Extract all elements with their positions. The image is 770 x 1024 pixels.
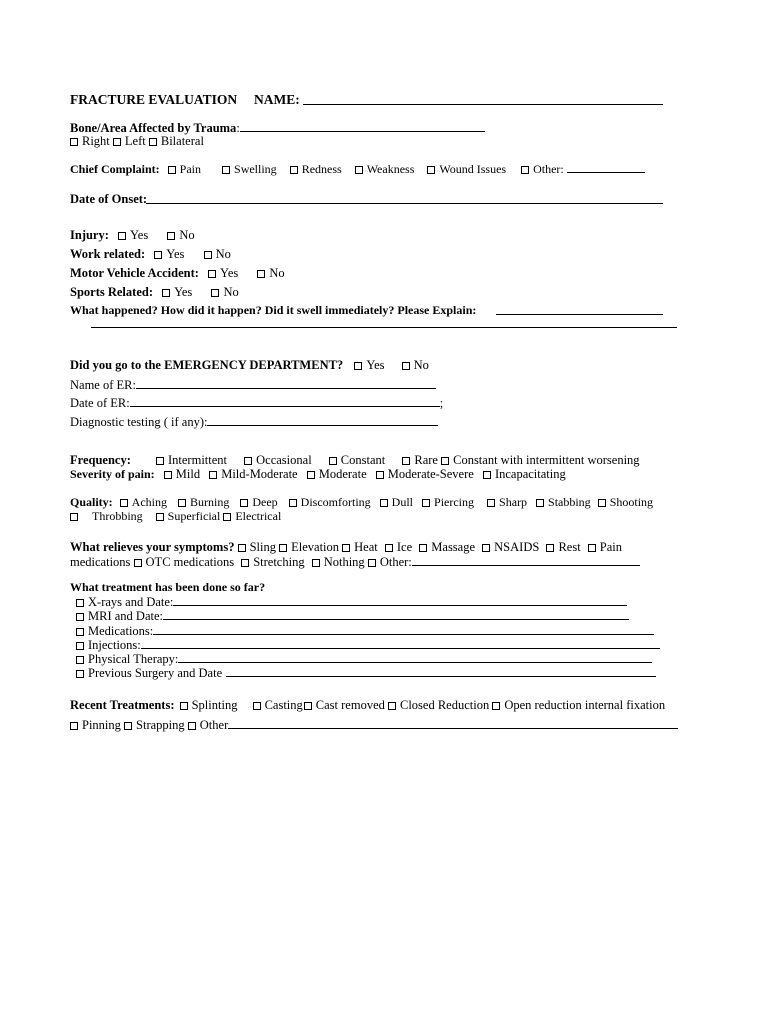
- aching-checkbox[interactable]: [120, 499, 128, 507]
- sharp-checkbox[interactable]: [487, 499, 495, 507]
- other-treatment-field[interactable]: [228, 717, 678, 729]
- er-date-row: Date of ER: ;: [70, 396, 444, 410]
- swelling-checkbox[interactable]: [222, 166, 230, 174]
- mild-checkbox[interactable]: [164, 471, 172, 479]
- rare-checkbox[interactable]: [402, 457, 410, 465]
- medications-checkbox[interactable]: [76, 628, 84, 636]
- frequency-row: Frequency: Intermittent Occasional Constant Rare Constant with intermittent worsening: [70, 453, 640, 467]
- what-happened-field[interactable]: [496, 314, 663, 315]
- injury-yes-checkbox[interactable]: [118, 232, 126, 240]
- sports-yes-checkbox[interactable]: [162, 289, 170, 297]
- mri-row: MRI and Date:: [76, 608, 629, 623]
- bone-area-field[interactable]: [240, 120, 485, 132]
- injury-row: Injury: Yes No: [70, 228, 195, 242]
- stabbing-checkbox[interactable]: [536, 499, 544, 507]
- injections-field[interactable]: [141, 637, 660, 649]
- injections-checkbox[interactable]: [76, 642, 84, 650]
- pain-checkbox[interactable]: [168, 166, 176, 174]
- nothing-checkbox[interactable]: [312, 559, 320, 567]
- onset-label: Date of Onset:: [70, 192, 148, 206]
- quality-row-2: Throbbing Superficial Electrical: [70, 509, 281, 523]
- moderate-severe-checkbox[interactable]: [376, 471, 384, 479]
- onset-field[interactable]: [146, 203, 663, 204]
- quality-row: Quality: Aching Burning Deep Discomforting Dull Piercing Sharp Stabbing Shooting: [70, 495, 654, 509]
- side-options: Right Left Bilateral: [70, 134, 204, 148]
- mild-moderate-checkbox[interactable]: [209, 471, 217, 479]
- other-checkbox[interactable]: [521, 166, 529, 174]
- pain-medications-checkbox[interactable]: [588, 544, 596, 552]
- severity-row: Severity of pain: Mild Mild-Moderate Moderate Moderate-Severe Incapacitating: [70, 467, 566, 481]
- constant-checkbox[interactable]: [329, 457, 337, 465]
- medications-field[interactable]: [153, 623, 654, 635]
- heat-checkbox[interactable]: [342, 544, 350, 552]
- sports-no-checkbox[interactable]: [211, 289, 219, 297]
- moderate-checkbox[interactable]: [307, 471, 315, 479]
- nsaids-checkbox[interactable]: [482, 544, 490, 552]
- medications-row: Medications:: [76, 623, 654, 638]
- redness-checkbox[interactable]: [290, 166, 298, 174]
- mva-no-checkbox[interactable]: [257, 270, 265, 278]
- er-row: Did you go to the EMERGENCY DEPARTMENT? Yes No: [70, 358, 429, 372]
- deep-checkbox[interactable]: [240, 499, 248, 507]
- stretching-checkbox[interactable]: [241, 559, 249, 567]
- shooting-checkbox[interactable]: [598, 499, 606, 507]
- other-relief-field[interactable]: [412, 554, 640, 566]
- electrical-checkbox[interactable]: [223, 513, 231, 521]
- chief-complaint-row: Chief Complaint: Pain Swelling Redness Weakness Wound Issues Other:: [70, 161, 645, 176]
- bone-area-label: Bone/Area Affected by Trauma:: [70, 120, 485, 135]
- mva-yes-checkbox[interactable]: [208, 270, 216, 278]
- xray-checkbox[interactable]: [76, 599, 84, 607]
- physical-therapy-field[interactable]: [178, 651, 652, 663]
- work-yes-checkbox[interactable]: [154, 251, 162, 259]
- closed-reduction-checkbox[interactable]: [388, 702, 396, 710]
- treatment-label: What treatment has been done so far?: [70, 580, 266, 594]
- mva-row: Motor Vehicle Accident: Yes No: [70, 266, 285, 280]
- er-no-checkbox[interactable]: [402, 362, 410, 370]
- form-title: FRACTURE EVALUATION: [70, 92, 238, 107]
- casting-checkbox[interactable]: [253, 702, 261, 710]
- other-treatment-checkbox[interactable]: [188, 722, 196, 730]
- ice-checkbox[interactable]: [385, 544, 393, 552]
- relieves-row-2: medications OTC medications Stretching Nothing Other:: [70, 554, 640, 569]
- what-happened-line-2[interactable]: [91, 327, 677, 328]
- other-relief-checkbox[interactable]: [368, 559, 376, 567]
- diagnostic-row: Diagnostic testing ( if any):: [70, 414, 438, 429]
- occasional-checkbox[interactable]: [244, 457, 252, 465]
- previous-surgery-checkbox[interactable]: [76, 670, 84, 678]
- left-checkbox[interactable]: [113, 138, 121, 146]
- physical-therapy-row: Physical Therapy:: [76, 651, 652, 666]
- piercing-checkbox[interactable]: [422, 499, 430, 507]
- previous-surgery-row: Previous Surgery and Date: [76, 665, 656, 680]
- xray-row: X-rays and Date:: [76, 594, 627, 609]
- constant-worsening-checkbox[interactable]: [441, 457, 449, 465]
- recent-treatments-row-2: Pinning Strapping Other: [70, 717, 678, 732]
- elevation-checkbox[interactable]: [279, 544, 287, 552]
- physical-therapy-checkbox[interactable]: [76, 656, 84, 664]
- what-happened-label: What happened? How did it happen? Did it swell immediately? Please Explain:: [70, 303, 477, 317]
- throbbing-checkbox[interactable]: [70, 513, 78, 521]
- pinning-checkbox[interactable]: [70, 722, 78, 730]
- mri-field[interactable]: [163, 608, 629, 620]
- name-label: NAME:: [254, 92, 300, 107]
- rest-checkbox[interactable]: [546, 544, 554, 552]
- previous-surgery-field[interactable]: [226, 665, 656, 677]
- sports-row: Sports Related: Yes No: [70, 285, 239, 299]
- er-name-field[interactable]: [136, 377, 436, 389]
- er-yes-checkbox[interactable]: [354, 362, 362, 370]
- splinting-checkbox[interactable]: [180, 702, 188, 710]
- dull-checkbox[interactable]: [380, 499, 388, 507]
- work-no-checkbox[interactable]: [204, 251, 212, 259]
- recent-treatments-row: Recent Treatments: Splinting Casting Cast removed Closed Reduction Open reduction internal fixation: [70, 698, 666, 712]
- cast-removed-checkbox[interactable]: [304, 702, 312, 710]
- injections-row: Injections:: [76, 637, 660, 652]
- relieves-row: What relieves your symptoms? Sling Elevation Heat Ice Massage NSAIDS Rest Pain: [70, 540, 623, 554]
- weakness-checkbox[interactable]: [355, 166, 363, 174]
- incapacitating-checkbox[interactable]: [483, 471, 491, 479]
- intermittent-checkbox[interactable]: [156, 457, 164, 465]
- bilateral-checkbox[interactable]: [149, 138, 157, 146]
- right-checkbox[interactable]: [70, 138, 78, 146]
- diagnostic-field[interactable]: [207, 414, 438, 426]
- superficial-checkbox[interactable]: [156, 513, 164, 521]
- name-field[interactable]: [303, 104, 663, 105]
- injury-no-checkbox[interactable]: [167, 232, 175, 240]
- work-related-row: Work related: Yes No: [70, 247, 231, 261]
- xray-field[interactable]: [173, 594, 627, 606]
- orif-checkbox[interactable]: [492, 702, 500, 710]
- sling-checkbox[interactable]: [238, 544, 246, 552]
- discomforting-checkbox[interactable]: [289, 499, 297, 507]
- er-name-row: Name of ER:: [70, 377, 436, 392]
- strapping-checkbox[interactable]: [124, 722, 132, 730]
- wound-issues-checkbox[interactable]: [427, 166, 435, 174]
- massage-checkbox[interactable]: [419, 544, 427, 552]
- other-complaint-field[interactable]: [567, 161, 645, 173]
- otc-medications-checkbox[interactable]: [134, 559, 142, 567]
- mri-checkbox[interactable]: [76, 613, 84, 621]
- er-date-field[interactable]: [130, 395, 440, 407]
- burning-checkbox[interactable]: [178, 499, 186, 507]
